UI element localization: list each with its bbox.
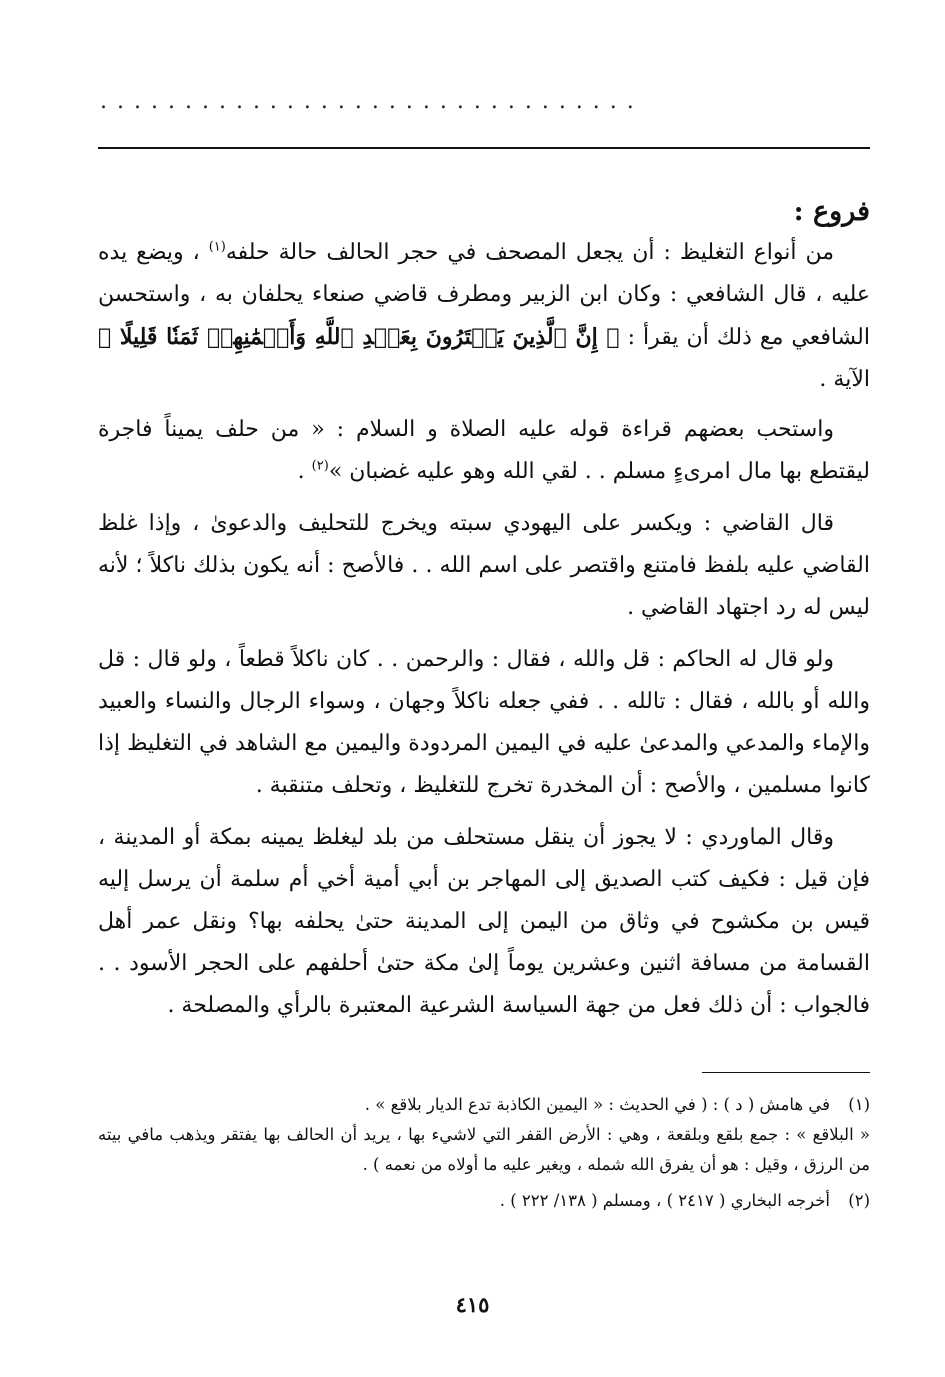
paragraph-1-part-c: الآية . bbox=[819, 367, 870, 392]
paragraph-1 bbox=[98, 232, 870, 401]
footnotes bbox=[98, 1090, 870, 1222]
paragraph-2-part-b: . bbox=[297, 459, 312, 484]
footnote-ref-1: (١) bbox=[208, 239, 226, 255]
header-rule bbox=[98, 147, 870, 149]
header-dotted-line: ................................ bbox=[100, 92, 644, 112]
paragraph-1-part-a: من أنواع التغليظ : أن يجعل المصحف في حجر الحالف حالة حلفه bbox=[225, 240, 834, 265]
section-title: فروع : bbox=[793, 196, 870, 227]
footnote-2-text: أخرجه البخاري ( ٢٤١٧ ) ، ومسلم ( ١٣٨/ ٢٢٢ ) . bbox=[499, 1191, 830, 1210]
footnote-ref-2: (٢) bbox=[311, 458, 329, 474]
footnote-1-line-2: « البلاقع » : جمع بلقع وبلقعة ، وهي : الأرض القفر التي لاشيء بها ، يريد أن الحالف بها يفتقر ويذهب مافي بيته من الرزق ، وقيل : هو أن يفرق الله شمله ، ويغير عليه ما أولاه من نعمه ) . bbox=[98, 1125, 870, 1174]
paragraph-2 bbox=[98, 409, 870, 493]
main-text bbox=[98, 192, 870, 1037]
footnote-1-number: (١) bbox=[848, 1095, 870, 1114]
page-number: ٤١٥ bbox=[455, 1292, 490, 1317]
footnote-2 bbox=[98, 1186, 870, 1216]
footnote-2-number: (٢) bbox=[848, 1191, 870, 1210]
paragraph-2-part-a: واستحب بعضهم قراءة قوله عليه الصلاة و السلام : « من حلف يميناً فاجرة ليقتطع بها مال امرىءٍ مسلم . . لقي الله وهو عليه غضبان » bbox=[98, 417, 870, 484]
footnote-1-line-1: في هامش ( د ) : ( في الحديث : « اليمين الكاذبة تدع الديار بلاقع » . bbox=[364, 1095, 830, 1114]
quran-verse: ﴿ إِنَّ ٱلَّذِينَ يَشۡتَرُونَ بِعَهۡدِ ٱللَّهِ وَأَيۡمَٰنِهِمۡ ثَمَنٗا قَلِيلًا ﴾ bbox=[98, 324, 620, 350]
paragraph-4: ولو قال له الحاكم : قل والله ، فقال : والرحمن . . كان ناكلاً قطعاً ، ولو قال : قل والله أو بالله ، فقال : تالله . . ففي جعله ناكلاً وجهان ، وسواء الرجال والنساء والعبيد والإماء والمدعي والمدعىٰ عليه في اليمين المردودة واليمين مع الشاهد في التغليظ إذا كانوا مسلمين ، والأصح : أن المخدرة تخرج للتغليظ ، وتحلف متنقبة . bbox=[98, 647, 870, 798]
footnote-separator bbox=[702, 1072, 870, 1073]
paragraph-3: قال القاضي : ويكسر على اليهودي سبته ويخرج للتحليف والدعوىٰ ، وإذا غلظ القاضي عليه بلفظ فامتنع واقتصر على اسم الله . . فالأصح : أنه يكون بذلك ناكلاً ؛ لأنه ليس له رد اجتهاد القاضي . bbox=[98, 511, 870, 620]
footnote-1 bbox=[98, 1090, 870, 1180]
paragraph-5: وقال الماوردي : لا يجوز أن ينقل مستحلف من بلد ليغلظ يمينه بمكة أو المدينة ، فإن قيل : فكيف كتب الصديق إلى المهاجر بن أبي أمية أخي أم سلمة أن يرسل إليه قيس بن مكشوح في وثاق من اليمن إلى المدينة حتىٰ يحلفه بها؟ ونقل عمر أهل القسامة من مسافة اثنين وعشرين يوماً إلىٰ مكة حتىٰ أحلفهم على الحجر الأسود . . فالجواب : أن ذلك فعل من جهة السياسة الشرعية المعتبرة بالرأي والمصلحة . bbox=[98, 825, 870, 1018]
paragraph-1-part-b: ، ويضع يده عليه ، قال الشافعي : وكان ابن الزبير ومطرف قاضي صنعاء يحلفان به ، واستحسن الشافعي مع ذلك أن يقرأ : bbox=[98, 240, 870, 350]
